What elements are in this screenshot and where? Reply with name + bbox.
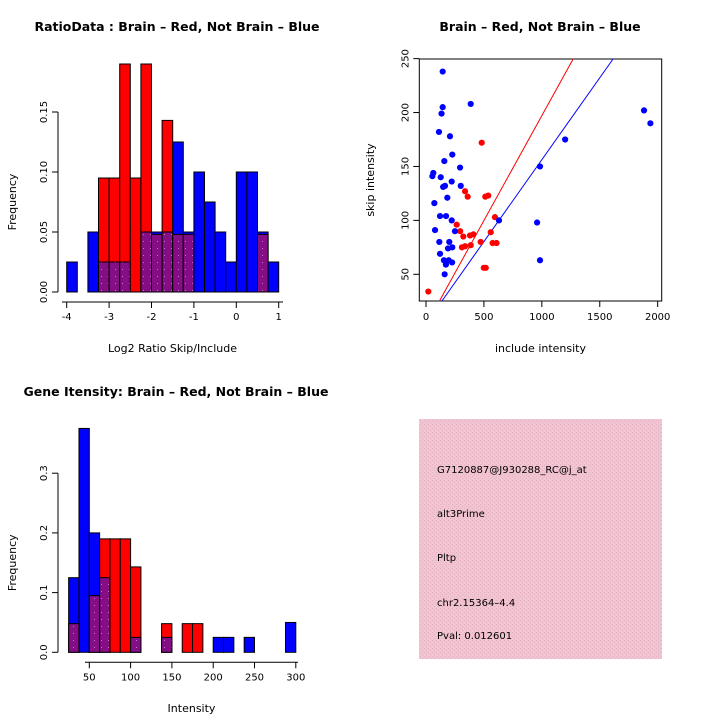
info-line-text: chr2.15364–4.4 <box>437 598 516 609</box>
scatter-point-blue <box>443 261 449 267</box>
x-tick-label: 0 <box>422 312 430 323</box>
y-tick-label: 0.0 <box>39 644 50 661</box>
hist-bar <box>244 637 254 652</box>
scatter-point-blue <box>443 213 449 219</box>
hist-bar <box>88 232 99 292</box>
hist-bar <box>194 172 205 292</box>
scatter-point-blue <box>442 271 448 277</box>
hist-bar-overlap <box>183 234 194 292</box>
hist-bar <box>120 539 130 652</box>
scatter-point-blue <box>647 120 653 126</box>
hist-bar <box>193 624 203 653</box>
scatter-point-blue <box>562 136 568 142</box>
x-tick-label: -3 <box>104 312 115 323</box>
hist-bar <box>110 539 120 652</box>
hist-bar <box>213 637 223 652</box>
x-tick-label: 500 <box>474 312 494 323</box>
scatter-point-blue <box>432 227 438 233</box>
scatter-point-blue <box>458 183 464 189</box>
scatter-point-blue <box>438 174 444 180</box>
y-tick-label: 0.05 <box>39 220 50 244</box>
scatter-point-red <box>462 188 468 194</box>
y-tick-label: 0.2 <box>39 524 50 541</box>
scatter-point-blue <box>449 217 455 223</box>
panel-info-box <box>419 419 662 659</box>
chart-title: RatioData : Brain – Red, Not Brain – Blue <box>34 19 320 34</box>
y-tick-label: 0.00 <box>39 280 50 304</box>
scatter-point-blue <box>436 129 442 135</box>
scatter-point-red <box>468 242 474 248</box>
info-line-text: G7120887@J930288_RC@j_at <box>437 465 587 476</box>
scatter-point-red <box>478 239 484 245</box>
hist-bar-overlap <box>162 637 172 652</box>
scatter-point-blue <box>437 251 443 257</box>
x-axis-label: Log2 Ratio Skip/Include <box>107 342 238 355</box>
hist-bar <box>182 624 192 653</box>
y-tick-label: 100 <box>400 210 412 230</box>
scatter-point-blue <box>444 195 450 201</box>
scatter-point-red <box>470 231 476 237</box>
scatter-point-blue <box>441 158 447 164</box>
x-tick-label: 300 <box>286 672 306 684</box>
x-tick-label: 1500 <box>587 312 613 323</box>
y-tick-label: 200 <box>400 102 412 123</box>
x-tick-label: 150 <box>162 672 182 684</box>
scatter-point-blue <box>449 259 455 265</box>
hist-bar-overlap <box>258 234 269 292</box>
hist-bar <box>236 172 247 292</box>
scatter-point-blue <box>447 133 453 139</box>
y-axis-label: Frequency <box>6 173 19 231</box>
scatter-point-blue <box>452 228 458 234</box>
scatter-point-blue <box>641 107 647 113</box>
scatter-point-blue <box>429 173 435 179</box>
hist-bar-overlap <box>131 637 141 652</box>
scatter-point-blue <box>446 239 452 245</box>
scatter-point-blue <box>534 219 540 225</box>
y-tick-label: 0.3 <box>39 465 50 482</box>
hist-bar <box>130 178 141 292</box>
scatter-point-blue <box>440 104 446 110</box>
scatter-point-red <box>465 194 471 200</box>
scatter-point-blue <box>438 111 444 117</box>
hist-bar <box>120 64 131 292</box>
y-tick-label: 250 <box>400 49 412 69</box>
x-tick-label: -2 <box>146 312 157 323</box>
scatter-point-blue <box>437 213 443 219</box>
scatter-point-red <box>454 222 460 228</box>
scatter-point-red <box>459 244 465 250</box>
scatter-point-red <box>479 140 485 146</box>
hist-bar-overlap <box>162 232 173 292</box>
x-tick-label: -4 <box>61 312 72 323</box>
scatter-point-blue <box>468 101 474 107</box>
info-line-text: alt3Prime <box>437 509 485 520</box>
hist-bar-overlap <box>109 262 120 292</box>
hist-bar-overlap <box>99 262 110 292</box>
scatter-point-red <box>488 229 494 235</box>
hist-bar-overlap <box>141 232 152 292</box>
info-pval-text: Pval: 0.012601 <box>437 631 513 642</box>
scatter-point-red <box>493 240 499 246</box>
x-tick-label: 100 <box>121 672 141 684</box>
y-tick-label: 0.10 <box>39 160 50 184</box>
hist-bar <box>268 262 279 292</box>
scatter-point-blue <box>537 163 543 169</box>
x-axis-label: include intensity <box>494 342 587 355</box>
x-tick-label: 1000 <box>529 312 555 323</box>
hist-bar <box>285 622 295 652</box>
info-box-background <box>419 419 662 659</box>
scatter-point-blue <box>440 68 446 74</box>
x-tick-label: -1 <box>188 312 199 323</box>
x-tick-label: 250 <box>244 672 265 684</box>
y-tick-label: 50 <box>400 267 412 281</box>
hist-bar <box>224 637 234 652</box>
hist-bar-overlap <box>89 596 99 653</box>
hist-bar-overlap <box>173 234 184 292</box>
hist-bar <box>205 202 216 292</box>
x-tick-label: 50 <box>82 672 96 684</box>
hist-bar <box>67 262 78 292</box>
y-tick-label: 0.15 <box>39 100 50 124</box>
hist-bar-overlap <box>120 262 131 292</box>
scatter-point-blue <box>496 217 502 223</box>
x-tick-label: 200 <box>203 672 223 684</box>
scatter-point-blue <box>431 200 437 206</box>
scatter-point-red <box>425 288 431 294</box>
info-line-text: Pltp <box>437 553 457 564</box>
y-axis-label: Frequency <box>6 534 19 592</box>
scatter-point-blue <box>445 245 451 251</box>
hist-bar-overlap <box>69 624 79 653</box>
chart-title: Brain – Red, Not Brain – Blue <box>439 19 641 34</box>
y-tick-label: 0.1 <box>39 584 50 601</box>
hist-bar <box>215 232 226 292</box>
x-tick-label: 2000 <box>644 312 671 323</box>
chart-title: Gene Itensity: Brain – Red, Not Brain – Blue <box>23 384 329 399</box>
hist-bar-overlap <box>152 234 163 292</box>
scatter-point-blue <box>457 164 463 170</box>
hist-bar <box>247 172 258 292</box>
hist-bar <box>79 428 89 652</box>
y-tick-label: 150 <box>400 156 412 177</box>
hist-bar <box>226 262 237 292</box>
scatter-point-blue <box>436 239 442 245</box>
x-axis-label: Intensity <box>167 702 216 715</box>
hist-bar-overlap <box>100 578 110 653</box>
scatter-point-red <box>485 192 491 198</box>
x-tick-label: 1 <box>275 312 282 323</box>
scatter-point-blue <box>442 183 448 189</box>
scatter-point-blue <box>449 151 455 157</box>
scatter-point-red <box>483 265 489 271</box>
scatter-point-blue <box>449 178 455 184</box>
x-tick-label: 0 <box>233 312 240 323</box>
scatter-point-blue <box>537 257 543 263</box>
y-axis-label: skip intensity <box>364 143 377 217</box>
scatter-point-red <box>460 233 466 239</box>
